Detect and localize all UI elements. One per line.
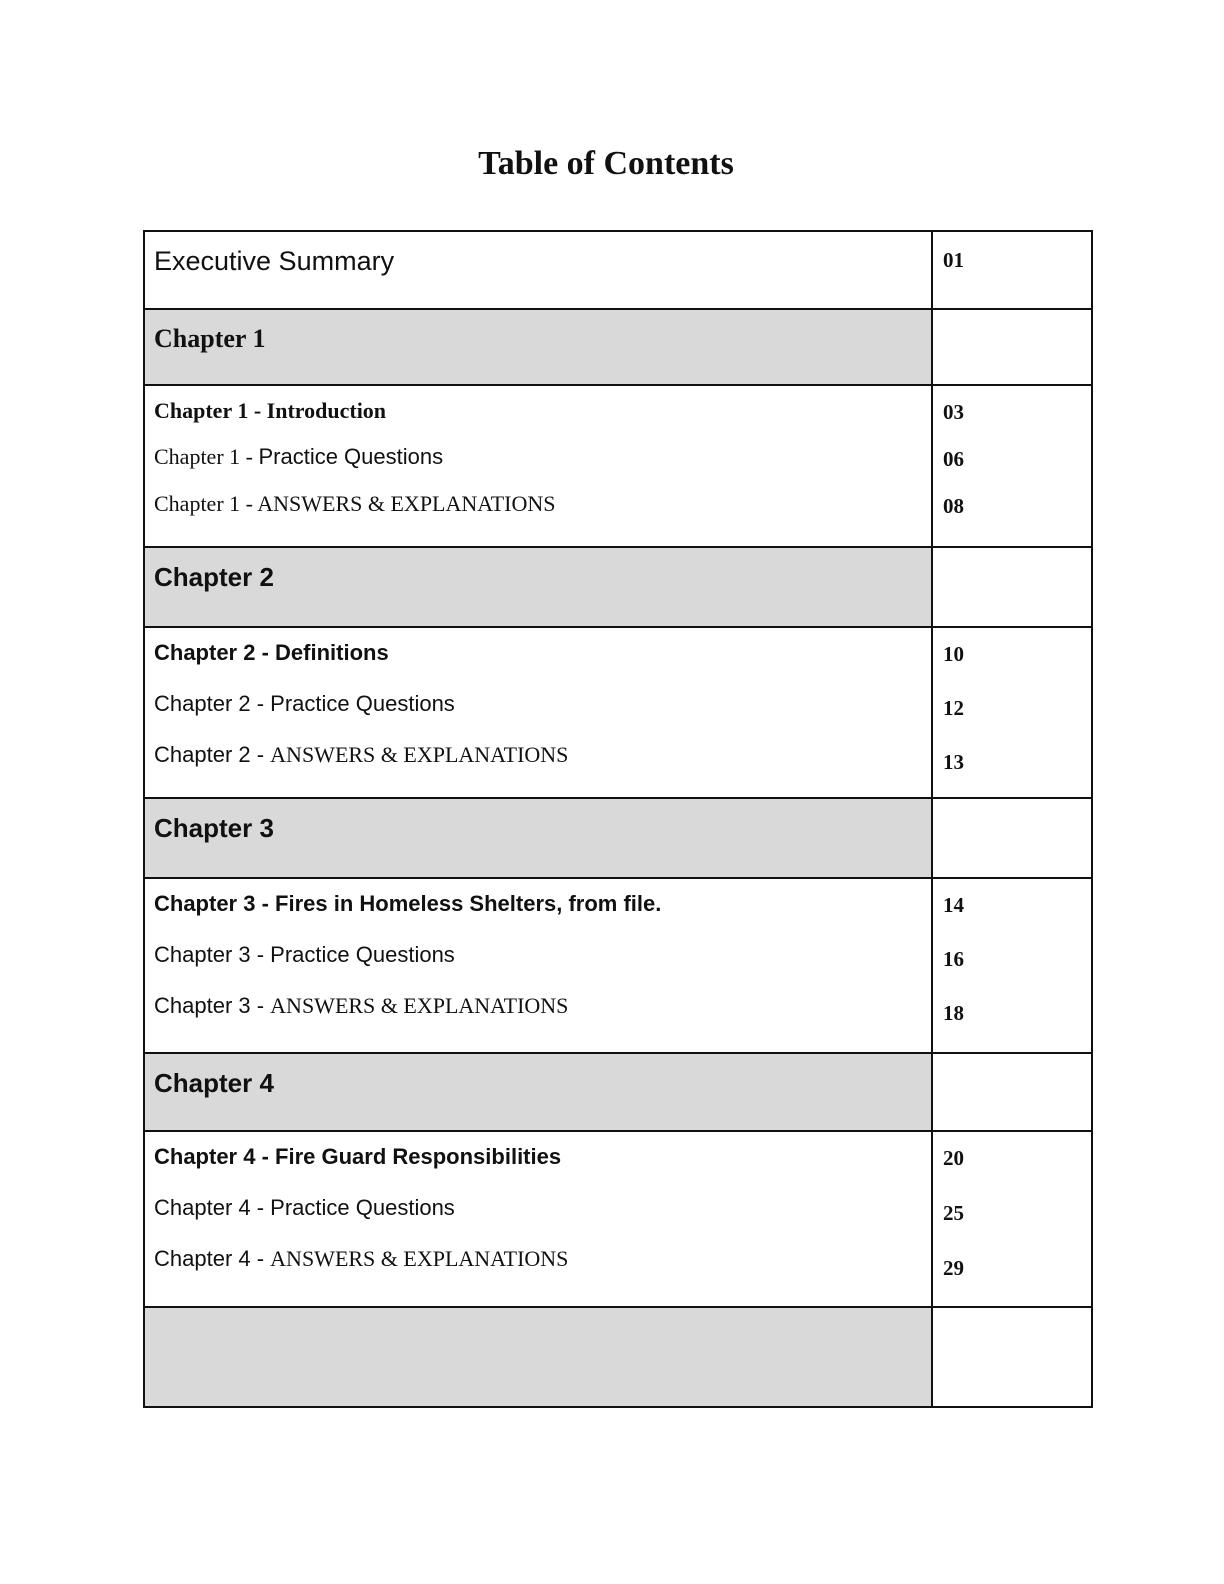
toc-entry-chapter-4-answers[interactable] <box>154 1246 931 1272</box>
chapter-heading-cell <box>144 1053 932 1131</box>
toc-entry-chapter-3-answers[interactable] <box>154 993 931 1019</box>
page-number: 08 <box>943 494 964 518</box>
chapter-1-heading: Chapter 1 <box>154 324 266 353</box>
page-number: 16 <box>943 947 964 971</box>
entry-rest: ANSWERS & EXPLANATIONS <box>270 1246 569 1271</box>
executive-summary-link[interactable]: Executive Summary <box>154 246 395 276</box>
chapter-heading-row <box>144 309 1092 385</box>
chapter-heading-cell <box>144 309 932 385</box>
chapter-entries-row <box>144 627 1092 798</box>
chapter-entries-cell <box>144 627 932 798</box>
page-number: 18 <box>943 1001 964 1025</box>
empty-page-cell <box>932 1053 1092 1131</box>
entry-rest: Practice Questions <box>258 444 444 469</box>
toc-entry-chapter-3-fires[interactable]: Chapter 3 - Fires in Homeless Shelters, from file. <box>154 891 662 916</box>
empty-page-cell <box>932 547 1092 627</box>
chapter-pages-cell <box>932 385 1092 547</box>
toc-entry-chapter-2-definitions[interactable]: Chapter 2 - Definitions <box>154 640 389 665</box>
page-number: 01 <box>943 248 964 272</box>
entry-prefix: Chapter 2 - <box>154 742 271 767</box>
page-number: 03 <box>943 400 964 424</box>
toc-entry-chapter-4-fire-guard[interactable]: Chapter 4 - Fire Guard Responsibilities <box>154 1144 562 1169</box>
chapter-heading-cell <box>144 798 932 878</box>
entry-rest: ANSWERS & EXPLANATIONS <box>270 993 569 1018</box>
empty-page-cell <box>932 1307 1092 1407</box>
toc-page-cell <box>932 231 1092 309</box>
toc-table <box>143 230 1093 1408</box>
chapter-heading-row <box>144 1053 1092 1131</box>
chapter-entries-row <box>144 385 1092 547</box>
toc-entry-chapter-1-practice-questions[interactable] <box>154 444 931 470</box>
chapter-pages-cell <box>932 1131 1092 1307</box>
chapter-2-heading: Chapter 2 <box>154 562 274 592</box>
chapter-heading-cell <box>144 547 932 627</box>
page-number: 20 <box>943 1146 964 1170</box>
empty-trailing-row <box>144 1307 1092 1407</box>
entry-prefix: Chapter 4 - <box>154 1246 271 1271</box>
page-number: 10 <box>943 642 964 666</box>
toc-row-executive-summary <box>144 231 1092 309</box>
chapter-heading-row <box>144 798 1092 878</box>
toc-entry-chapter-2-answers[interactable] <box>154 742 931 768</box>
page-title: Table of Contents <box>478 145 734 182</box>
chapter-pages-cell <box>932 627 1092 798</box>
empty-label-cell <box>144 1307 932 1407</box>
toc-entry-chapter-3-practice-questions[interactable]: Chapter 3 - Practice Questions <box>154 942 455 967</box>
toc-entry-chapter-4-practice-questions[interactable]: Chapter 4 - Practice Questions <box>154 1195 455 1220</box>
page-number: 12 <box>943 696 964 720</box>
chapter-3-heading: Chapter 3 <box>154 813 274 843</box>
chapter-entries-cell <box>144 1131 932 1307</box>
chapter-entries-row <box>144 1131 1092 1307</box>
page-number: 29 <box>943 1256 964 1280</box>
toc-entry-chapter-1-introduction[interactable]: Chapter 1 - Introduction <box>154 398 387 423</box>
toc-label-cell <box>144 231 932 309</box>
chapter-heading-row <box>144 547 1092 627</box>
chapter-pages-cell <box>932 878 1092 1053</box>
chapter-entries-row <box>144 878 1092 1053</box>
entry-prefix: Chapter 1 - <box>154 444 259 469</box>
chapter-entries-cell <box>144 878 932 1053</box>
empty-page-cell <box>932 309 1092 385</box>
empty-page-cell <box>932 798 1092 878</box>
chapter-entries-cell <box>144 385 932 547</box>
toc-entry-chapter-2-practice-questions[interactable]: Chapter 2 - Practice Questions <box>154 691 455 716</box>
toc-entry-chapter-1-answers[interactable]: Chapter 1 - ANSWERS & EXPLANATIONS <box>154 491 556 516</box>
entry-prefix: Chapter 3 - <box>154 993 271 1018</box>
page-number: 25 <box>943 1201 964 1225</box>
page-number: 14 <box>943 893 964 917</box>
chapter-4-heading: Chapter 4 <box>154 1068 274 1098</box>
page-number: 06 <box>943 447 964 471</box>
entry-rest: ANSWERS & EXPLANATIONS <box>270 742 569 767</box>
page-number: 13 <box>943 750 964 774</box>
